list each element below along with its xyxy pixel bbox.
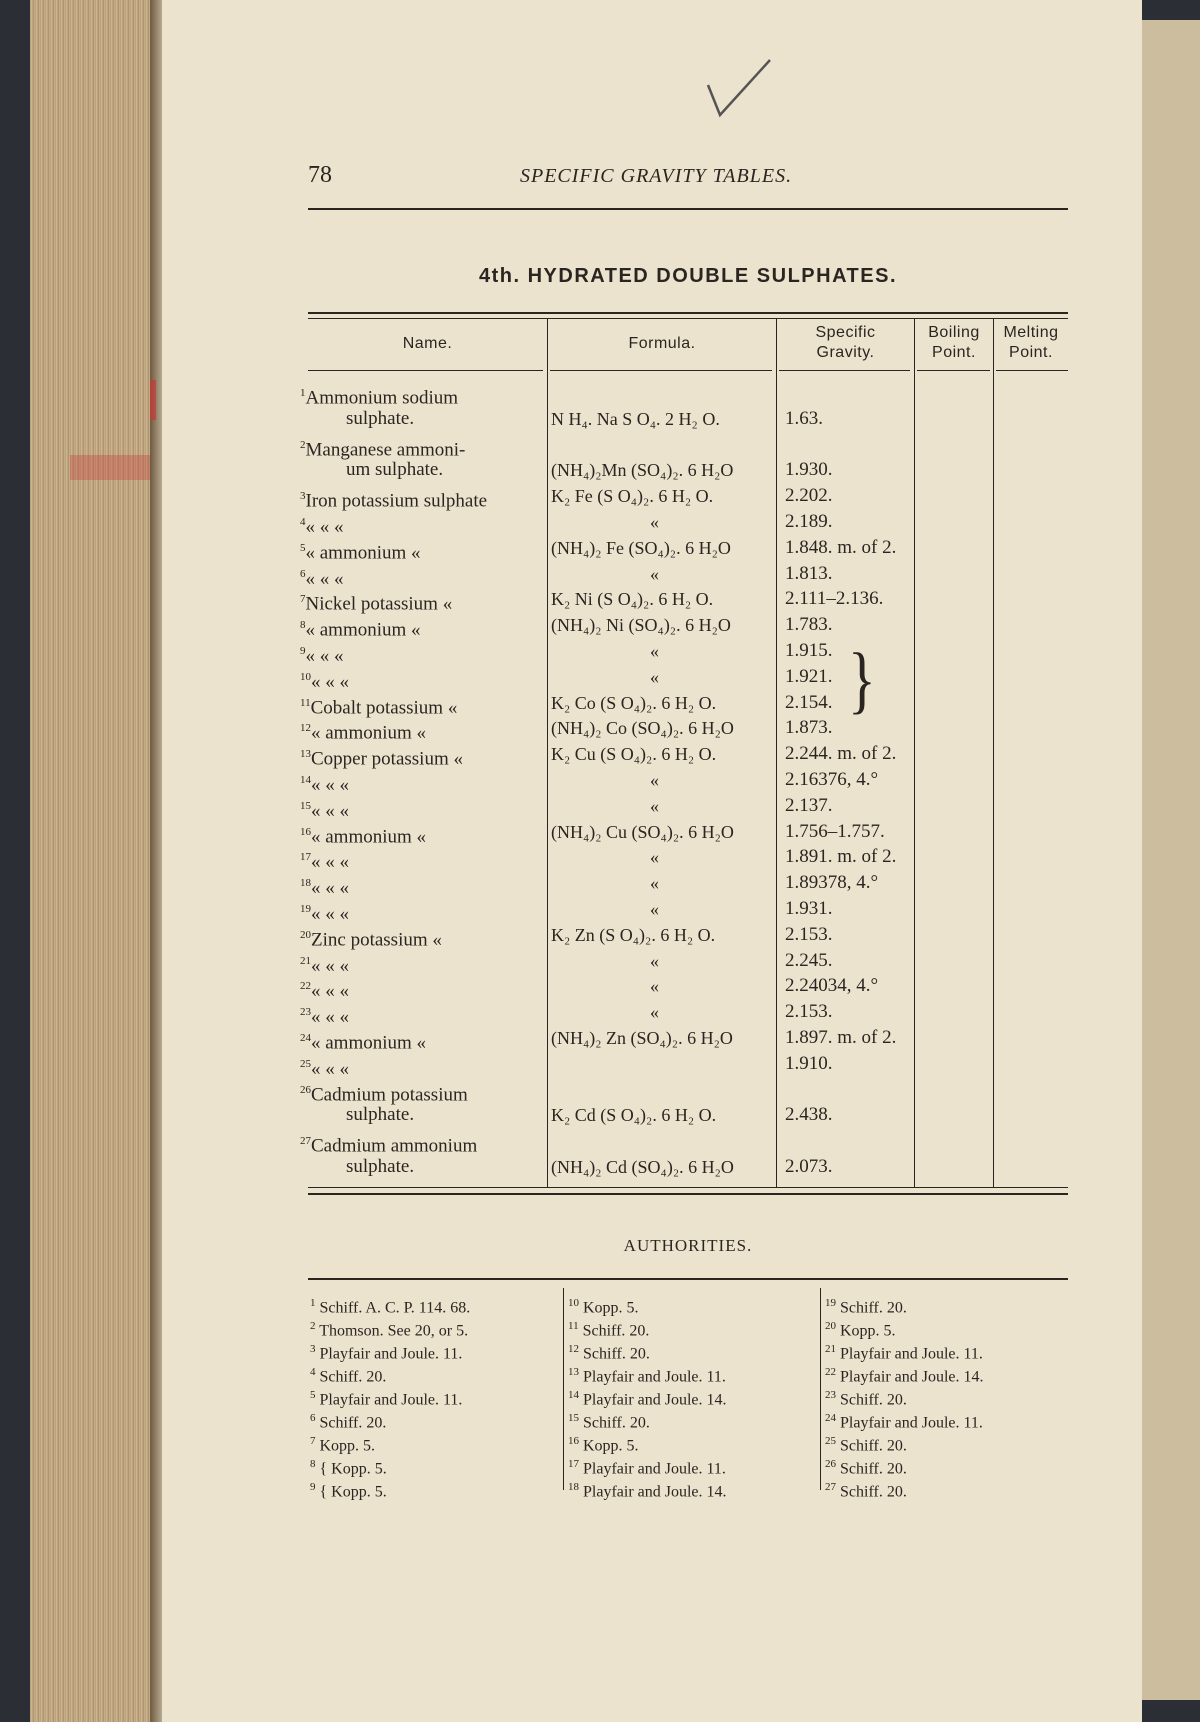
row-name-text: « « «: [311, 903, 349, 925]
authority-text: Playfair and Joule. 11.: [315, 1391, 463, 1409]
authority-text: Schiff. 20.: [315, 1414, 387, 1432]
row-specific-gravity: 2.153.: [785, 1001, 833, 1023]
column-divider: [776, 318, 777, 1187]
row-specific-gravity: 1.813.: [785, 562, 833, 584]
authority-number: 16: [568, 1435, 579, 1447]
authority-text: Schiff. 20.: [836, 1437, 907, 1455]
table-bottom-rule: [308, 1187, 1068, 1188]
row-formula: K₂ Cd (S O₄)₂. 6 H₂ O.: [551, 1105, 717, 1126]
column-header-name: [308, 334, 547, 354]
row-name-continued: sulphate.: [346, 1156, 415, 1177]
authority-entry: [310, 1476, 387, 1503]
row-number: 27: [300, 1135, 311, 1148]
column-header-specific-gravity-line1: Specific: [815, 324, 876, 341]
column-header-formula-line1: Formula.: [628, 335, 696, 352]
row-number: 15: [300, 799, 311, 812]
authority-text: Schiff. A. C. P. 114. 68.: [315, 1299, 471, 1317]
row-name: [300, 846, 349, 873]
row-name-text: « « «: [311, 800, 349, 822]
column-header-formula: [548, 334, 776, 354]
row-number: 8: [300, 619, 306, 632]
column-divider: [993, 318, 994, 1187]
row-name: [300, 563, 344, 590]
authority-number: 24: [825, 1412, 836, 1424]
row-formula: «: [650, 873, 659, 894]
row-name: [300, 975, 349, 1002]
row-number: 3: [300, 490, 306, 503]
row-specific-gravity: 2.24034, 4.°: [785, 975, 879, 997]
row-name-text: Copper potassium «: [311, 748, 463, 770]
column-header-boiling-point-line2: Point.: [932, 344, 976, 361]
row-specific-gravity: 1.891. m. of 2.: [785, 846, 897, 868]
row-number: 4: [300, 516, 306, 528]
row-specific-gravity: 2.244. m. of 2.: [785, 743, 897, 765]
row-specific-gravity: 1.931.: [785, 898, 833, 919]
authority-number: 14: [568, 1389, 579, 1401]
row-number: 12: [300, 722, 311, 735]
row-name-text: Cadmium potassium: [311, 1083, 468, 1105]
row-specific-gravity: 1.783.: [785, 614, 833, 636]
row-specific-gravity: 2.245.: [785, 949, 833, 971]
row-number: 2: [300, 438, 306, 451]
row-name: [300, 924, 442, 951]
row-specific-gravity: 2.111–2.136.: [785, 588, 884, 610]
row-formula: (NH₄)₂ Ni (SO₄)₂. 6 H₂O: [551, 615, 731, 636]
row-number: 20: [300, 928, 311, 941]
authority-number: 18: [568, 1481, 579, 1493]
authority-text: Thomson. See 20, or 5.: [315, 1322, 469, 1340]
row-name-text: Manganese ammoni-: [305, 438, 466, 460]
column-header-underline: [550, 370, 772, 371]
authority-text: Kopp. 5.: [579, 1299, 639, 1317]
authority-number: 12: [568, 1343, 579, 1355]
row-number: 21: [300, 954, 311, 967]
pencil-checkmark-icon: [700, 55, 780, 125]
authorities-column-divider: [820, 1288, 821, 1490]
running-title: SPECIFIC GRAVITY TABLES.: [520, 165, 793, 187]
authority-entry: [825, 1476, 907, 1503]
row-name-text: « ammonium «: [311, 1032, 427, 1054]
row-number: 7: [300, 593, 306, 606]
row-name-text: Cadmium ammonium: [311, 1135, 478, 1157]
authority-number: 19: [825, 1297, 836, 1309]
row-number: 19: [300, 903, 311, 915]
authority-text: { Kopp. 5.: [315, 1460, 387, 1478]
authority-number: 20: [825, 1320, 836, 1332]
column-header-underline: [996, 370, 1068, 371]
authority-number: 25: [825, 1435, 836, 1447]
row-name: [300, 769, 349, 796]
row-name: [300, 537, 421, 564]
authority-number: 8: [310, 1458, 316, 1470]
authority-number: 5: [310, 1389, 316, 1401]
row-name: [300, 640, 344, 667]
authority-text: Schiff. 20.: [836, 1299, 907, 1317]
row-specific-gravity: 1.848. m. of 2.: [785, 536, 897, 558]
row-name-text: « « «: [311, 877, 349, 899]
column-header-name-line1: Name.: [402, 335, 453, 352]
authority-text: { Kopp. 5.: [315, 1483, 387, 1501]
row-formula: K₂ Cu (S O₄)₂. 6 H₂ O.: [551, 744, 717, 765]
row-specific-gravity: 2.202.: [785, 485, 833, 507]
row-number: 18: [300, 877, 311, 890]
row-name-text: Iron potassium sulphate: [305, 490, 488, 512]
authority-number: 15: [568, 1412, 579, 1424]
row-formula: (NH₄)₂ Zn (SO₄)₂. 6 H₂O: [551, 1028, 733, 1048]
row-name-continued: um sulphate.: [346, 459, 444, 481]
authority-text: Kopp. 5.: [579, 1437, 639, 1455]
row-name-text: « « «: [311, 954, 349, 976]
row-name-text: Zinc potassium «: [311, 929, 442, 951]
row-formula: K₂ Co (S O₄)₂. 6 H₂ O.: [551, 692, 717, 713]
row-name: [300, 666, 349, 693]
row-name-text: « « «: [305, 567, 344, 589]
authority-number: 17: [568, 1458, 579, 1470]
authority-text: Schiff. 20.: [836, 1391, 907, 1409]
row-formula: K₂ Fe (S O₄)₂. 6 H₂ O.: [551, 486, 714, 507]
authority-text: Schiff. 20.: [579, 1345, 650, 1363]
authority-text: Playfair and Joule. 14.: [579, 1391, 727, 1409]
authority-number: 23: [825, 1389, 836, 1401]
next-page-edge: [1142, 20, 1200, 1700]
row-name: [300, 1130, 477, 1157]
authority-number: 2: [310, 1320, 316, 1332]
authority-text: Playfair and Joule. 11.: [579, 1368, 726, 1386]
table-title: 4th. HYDRATED DOUBLE SULPHATES.: [479, 265, 897, 287]
authority-text: Playfair and Joule. 11.: [579, 1460, 726, 1478]
authority-text: Kopp. 5.: [836, 1322, 896, 1340]
authority-number: 10: [568, 1297, 579, 1309]
column-header-specific-gravity: [777, 323, 914, 363]
row-name: [300, 1001, 349, 1028]
row-specific-gravity: 1.89378, 4.°: [785, 872, 879, 894]
row-specific-gravity: 1.915.: [785, 640, 833, 661]
row-formula: (NH₄)₂ Co (SO₄)₂. 6 H₂O: [551, 718, 734, 739]
column-header-underline: [917, 370, 990, 371]
row-formula: «: [650, 950, 659, 971]
row-name: [300, 1079, 468, 1106]
row-name: [300, 614, 421, 641]
row-specific-gravity: 2.189.: [785, 511, 833, 532]
row-name-text: « ammonium «: [311, 825, 427, 847]
row-formula: N H₄. Na S O₄. 2 H₂ O.: [551, 408, 720, 429]
row-formula: «: [650, 899, 659, 919]
row-formula: «: [650, 847, 659, 868]
authority-number: 22: [825, 1366, 836, 1378]
authority-text: Schiff. 20.: [836, 1483, 907, 1501]
authority-entry: [568, 1476, 727, 1503]
row-number: 17: [300, 851, 311, 864]
row-name: [300, 717, 426, 744]
row-specific-gravity: 2.153.: [785, 923, 833, 945]
row-specific-gravity: 2.073.: [785, 1156, 833, 1177]
row-specific-gravity: 2.438.: [785, 1104, 833, 1126]
row-specific-gravity: 1.897. m. of 2.: [785, 1027, 897, 1048]
row-formula: (NH₄)₂ Fe (SO₄)₂. 6 H₂O: [551, 537, 731, 558]
authority-number: 1: [310, 1297, 316, 1309]
authority-number: 3: [310, 1343, 316, 1355]
row-name-text: « « «: [311, 671, 349, 693]
column-divider: [914, 318, 915, 1187]
authority-text: Playfair and Joule. 11.: [836, 1345, 983, 1363]
row-name-text: « ammonium «: [305, 619, 421, 641]
row-number: 1: [300, 387, 306, 399]
row-specific-gravity: 1.756–1.757.: [785, 820, 885, 842]
row-name: [300, 821, 426, 848]
row-number: 5: [300, 541, 306, 554]
row-formula: «: [650, 641, 659, 661]
row-name: [300, 872, 349, 899]
row-specific-gravity: 1.873.: [785, 717, 833, 739]
authority-text: Playfair and Joule. 14.: [836, 1368, 984, 1386]
book-page-edges: [30, 0, 158, 1722]
row-number: 22: [300, 980, 311, 993]
row-specific-gravity: 2.137.: [785, 794, 833, 816]
authority-text: Schiff. 20.: [579, 1414, 650, 1432]
row-name-text: « « «: [311, 980, 349, 1002]
row-name-text: « « «: [311, 1006, 349, 1028]
authorities-column-divider: [563, 1288, 564, 1490]
page-header: [308, 162, 1068, 192]
row-name-continued: sulphate.: [346, 407, 415, 429]
table-top-rule: [308, 312, 1068, 314]
row-formula: «: [650, 795, 659, 816]
row-name-text: Nickel potassium «: [305, 593, 453, 615]
row-number: 24: [300, 1032, 311, 1044]
row-name-text: Ammonium sodium: [305, 387, 459, 409]
row-formula: «: [650, 563, 659, 584]
authorities-top-rule: [308, 1278, 1068, 1280]
row-specific-gravity: 1.921.: [785, 665, 833, 687]
row-number: 14: [300, 774, 311, 786]
row-specific-gravity: 2.16376, 4.°: [785, 769, 879, 790]
row-name: [300, 511, 344, 538]
row-number: 10: [300, 670, 311, 683]
column-divider: [547, 318, 548, 1187]
row-number: 16: [300, 825, 311, 838]
row-name: [300, 434, 465, 461]
row-formula: «: [650, 976, 659, 997]
row-formula: «: [650, 666, 659, 687]
row-number: 6: [300, 567, 306, 580]
row-formula: «: [650, 1002, 659, 1023]
table-bottom-rule-2: [308, 1193, 1068, 1195]
row-name-text: « ammonium «: [311, 722, 427, 744]
row-formula: «: [650, 770, 659, 790]
authority-text: Schiff. 20.: [578, 1322, 650, 1340]
authority-number: 21: [825, 1343, 836, 1355]
row-number: 26: [300, 1083, 311, 1096]
row-formula: (NH₄)₂Mn (SO₄)₂. 6 H₂O: [551, 460, 734, 481]
row-formula: (NH₄)₂ Cd (SO₄)₂. 6 H₂O: [551, 1157, 734, 1177]
row-formula: K₂ Ni (S O₄)₂. 6 H₂ O.: [551, 589, 714, 610]
authority-number: 6: [310, 1412, 316, 1424]
row-name: [300, 795, 349, 822]
row-name: [300, 743, 463, 770]
authority-number: 4: [310, 1366, 316, 1378]
row-specific-gravity: 1.910.: [785, 1052, 833, 1074]
red-stain-mark: [150, 380, 156, 420]
table-top-rule-2: [308, 318, 1068, 319]
row-formula: (NH₄)₂ Cu (SO₄)₂. 6 H₂O: [551, 821, 734, 842]
authority-text: Playfair and Joule. 14.: [579, 1483, 727, 1501]
row-specific-gravity: 1.930.: [785, 459, 833, 481]
row-formula: «: [650, 512, 659, 532]
authority-text: Schiff. 20.: [315, 1368, 387, 1386]
row-specific-gravity: 2.154.: [785, 691, 833, 713]
column-header-melting-point: [994, 323, 1068, 363]
row-name-text: « « «: [305, 645, 344, 667]
authority-number: 26: [825, 1458, 836, 1470]
authority-text: Playfair and Joule. 11.: [836, 1414, 983, 1432]
row-name-text: Cobalt potassium «: [310, 696, 458, 718]
row-specific-gravity: 1.63.: [785, 407, 823, 429]
column-header-underline: [308, 370, 543, 371]
brace-rows-8-10-icon: }: [848, 636, 876, 722]
authority-number: 11: [568, 1320, 579, 1332]
authority-text: Kopp. 5.: [315, 1437, 376, 1455]
row-name-continued: sulphate.: [346, 1104, 415, 1126]
row-number: 9: [300, 645, 306, 657]
row-name: [300, 1053, 349, 1080]
column-header-melting-point-line2: Point.: [1009, 344, 1053, 361]
authority-number: 7: [310, 1435, 316, 1447]
row-name: [300, 950, 349, 977]
authority-text: Schiff. 20.: [836, 1460, 907, 1478]
authority-text: Playfair and Joule. 11.: [315, 1345, 463, 1363]
authorities-title: AUTHORITIES.: [623, 1236, 753, 1255]
row-formula: K₂ Zn (S O₄)₂. 6 H₂ O.: [551, 924, 716, 945]
column-header-specific-gravity-line2: Gravity.: [816, 344, 875, 361]
row-name: [300, 898, 349, 925]
header-rule: [308, 208, 1068, 210]
row-name-text: « « «: [311, 851, 349, 873]
row-name: [300, 588, 452, 615]
row-name-text: « « «: [305, 516, 344, 538]
row-name: [300, 1027, 426, 1054]
column-header-underline: [779, 370, 910, 371]
authority-number: 9: [310, 1481, 316, 1493]
column-header-boiling-point-line1: Boiling: [928, 324, 980, 341]
row-name-text: « « «: [311, 1058, 349, 1080]
row-name-text: « ammonium «: [305, 542, 421, 564]
row-name: [300, 485, 487, 512]
column-header-melting-point-line1: Melting: [1003, 324, 1059, 341]
row-number: 23: [300, 1006, 311, 1019]
authority-number: 13: [568, 1366, 579, 1378]
row-number: 11: [300, 696, 311, 709]
column-header-boiling-point: [915, 323, 993, 363]
row-number: 25: [300, 1057, 311, 1070]
row-name: [300, 692, 457, 719]
authority-number: 27: [825, 1481, 836, 1493]
row-name: [300, 382, 458, 409]
red-stain-mark-2: [70, 455, 150, 480]
row-name-text: « « «: [311, 774, 349, 796]
row-number: 13: [300, 748, 311, 761]
page-number: 78: [308, 162, 332, 188]
